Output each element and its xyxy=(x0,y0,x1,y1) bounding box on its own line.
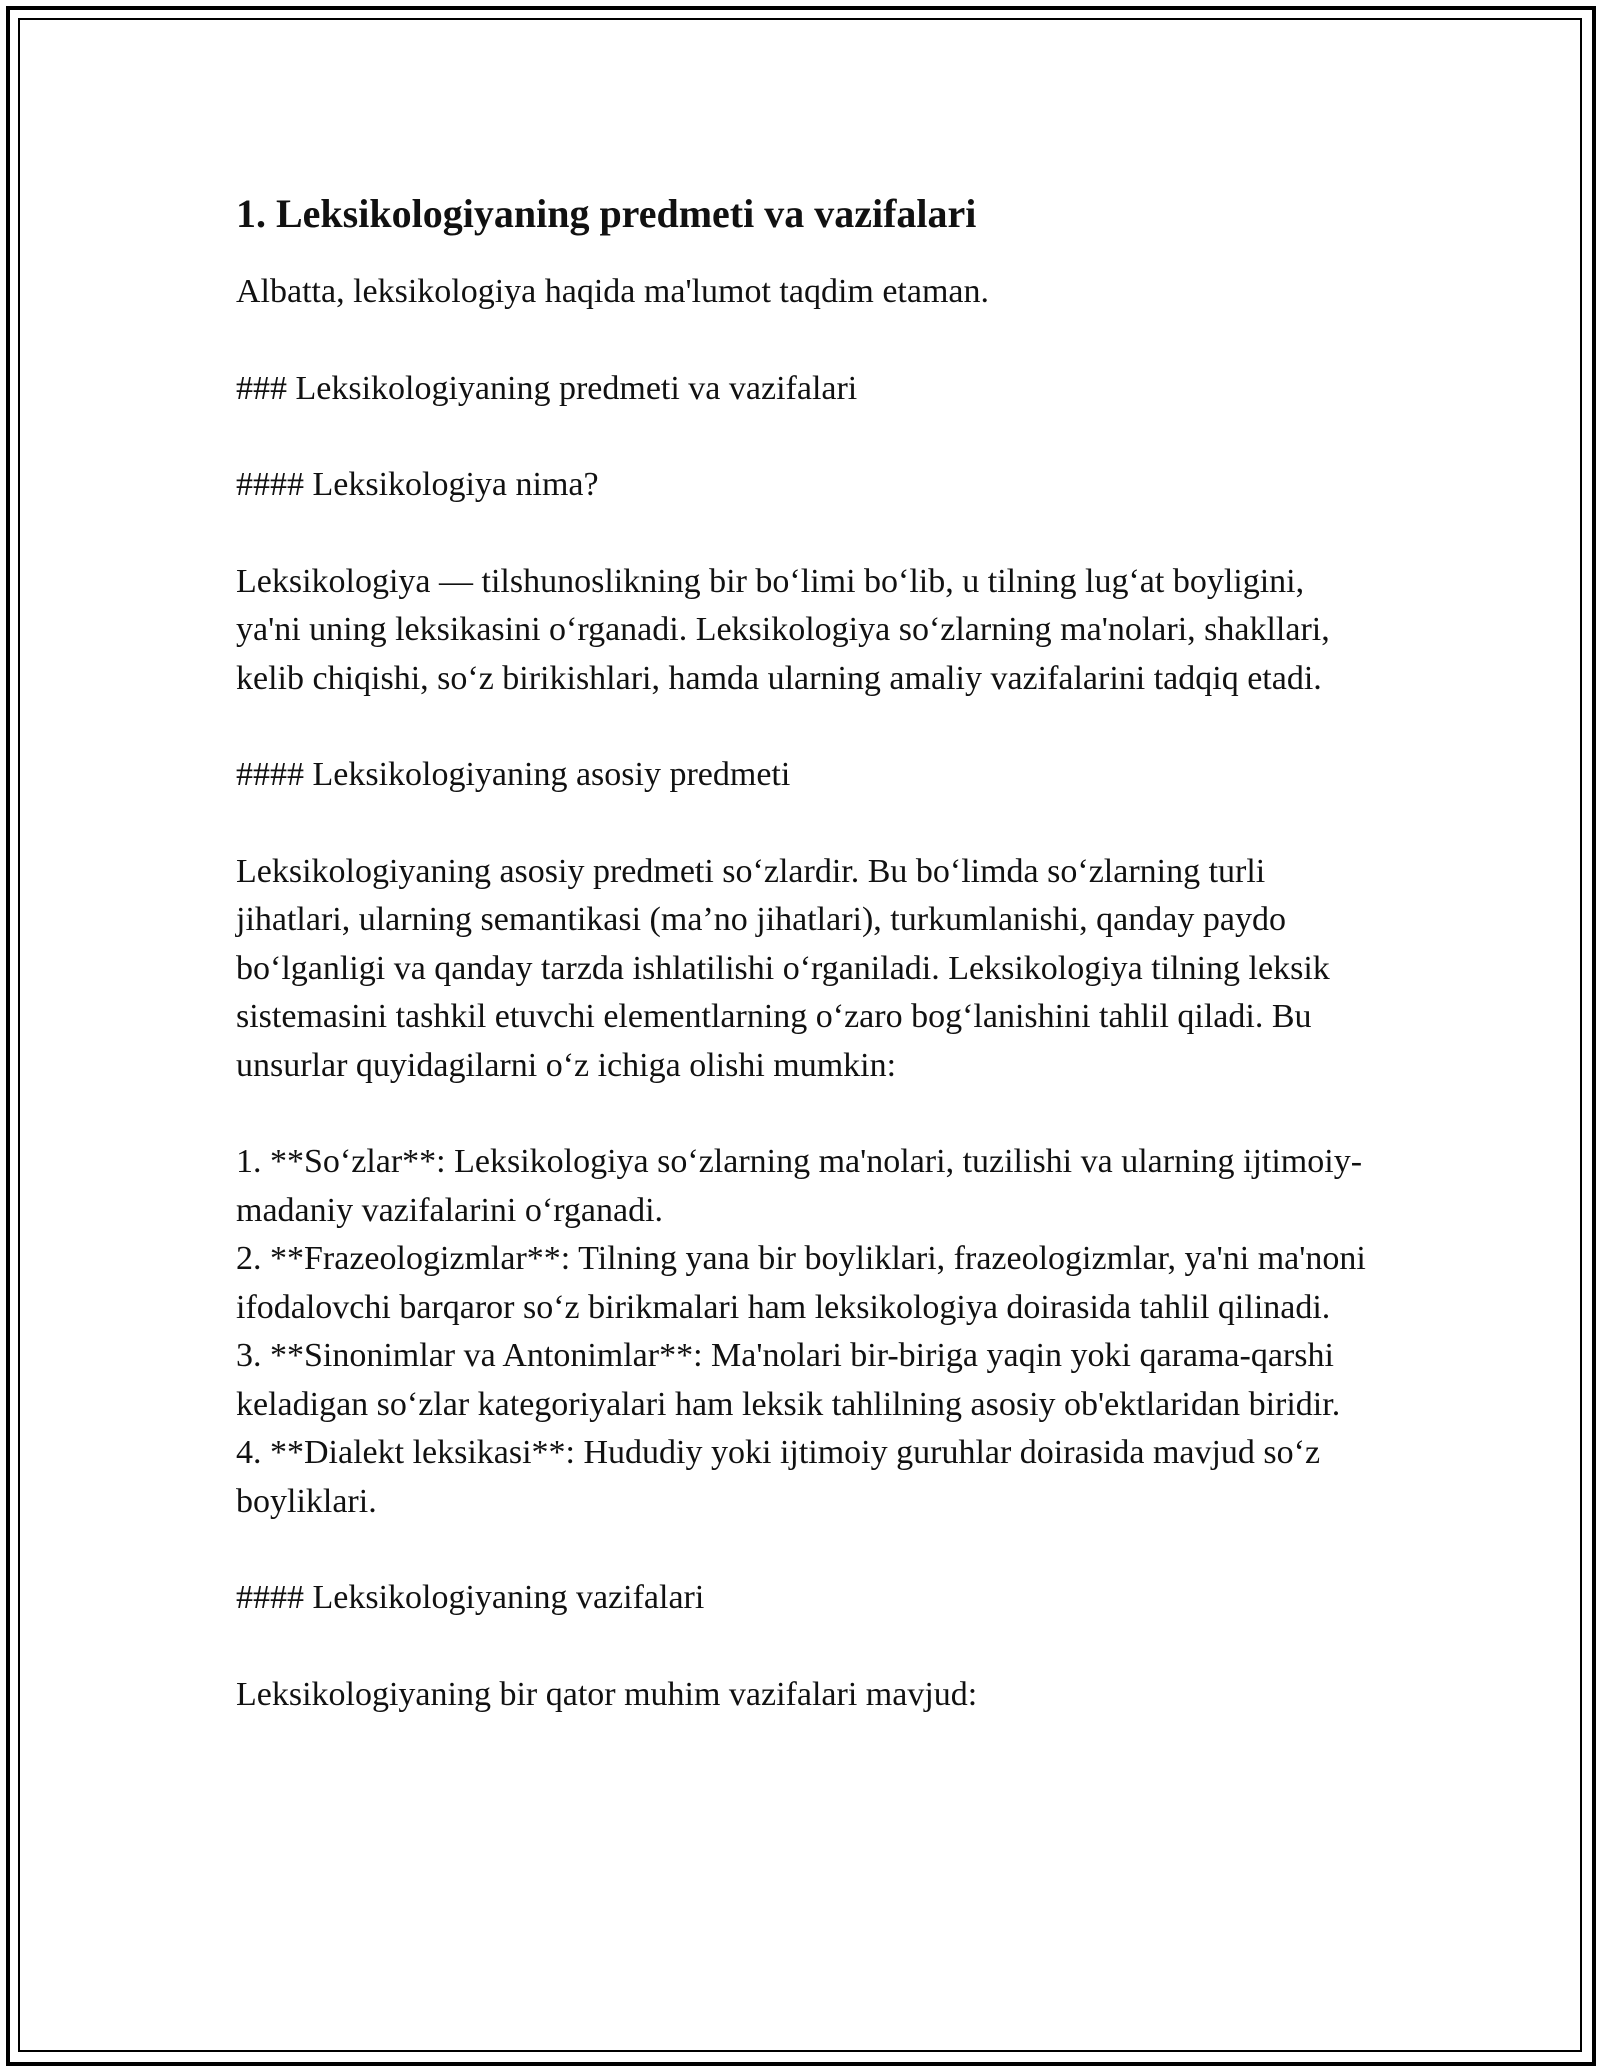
section-heading-what: #### Leksikologiya nima? xyxy=(236,466,599,503)
list-item: 4. **Dialekt leksikasi**: Hududiy yoki ijtimoiy guruhlar doirasida mavjud so‘z boyliklari. xyxy=(236,1434,1321,1520)
list-item: 1. **So‘zlar**: Leksikologiya so‘zlarning ma'nolari, tuzilishi va ularning ijtimoiy-madaniy vazifalarini o‘rganadi. xyxy=(236,1143,1363,1229)
document-body xyxy=(236,186,1376,1767)
list-item: 2. **Frazeologizmlar**: Tilning yana bir boyliklari, frazeologizmlar, ya'ni ma'noni ifodalovchi barqaror so‘z birikmalari ham leksikologiya doirasida tahlil qilinadi. xyxy=(236,1240,1366,1326)
paragraph-tasks: Leksikologiyaning bir qator muhim vazifalari mavjud: xyxy=(236,1675,978,1713)
section-heading-tasks: #### Leksikologiyaning vazifalari xyxy=(236,1579,705,1616)
paragraph-subject: Leksikologiyaning asosiy predmeti so‘zlardir. Bu bo‘limda so‘zlarning turli jihatlari, ularning semantikasi (ma’no jihatlari), turkumlanishi, qanday paydo bo‘lganligi va qanday tarzda ishlatilishi o‘rganiladi. Leksikologiya tilning leksik sistemasini tashkil etuvchi elementlarning o‘zaro bog‘lanishini tahlil qiladi. Bu unsurlar quyidagilarni o‘z ichiga olishi mumkin: xyxy=(236,852,1330,1084)
document-title: 1. Leksikologiyaning predmeti va vazifalari xyxy=(236,191,977,236)
subject-list xyxy=(236,1138,1376,1526)
intro-paragraph: Albatta, leksikologiya haqida ma'lumot taqdim etaman. xyxy=(236,273,989,310)
list-item: 3. **Sinonimlar va Antonimlar**: Ma'nolari bir-biriga yaqin yoki qarama-qarshi keladigan so‘zlar kategoriyalari ham leksik tahlilning asosiy ob'ektlaridan biridir. xyxy=(236,1337,1341,1423)
paragraph-what: Leksikologiya — tilshunoslikning bir bo‘limi bo‘lib, u tilning lug‘at boyligini, ya'ni uning leksikasini o‘rganadi. Leksikologiya so‘zlarning ma'nolari, shakllari, kelib chiqishi, so‘z birikishlari, hamda ularning amaliy vazifalarini tadqiq etadi. xyxy=(236,562,1330,697)
section-heading-subject: #### Leksikologiyaning asosiy predmeti xyxy=(236,756,791,793)
section-heading-main: ### Leksikologiyaning predmeti va vazifalari xyxy=(236,369,858,407)
